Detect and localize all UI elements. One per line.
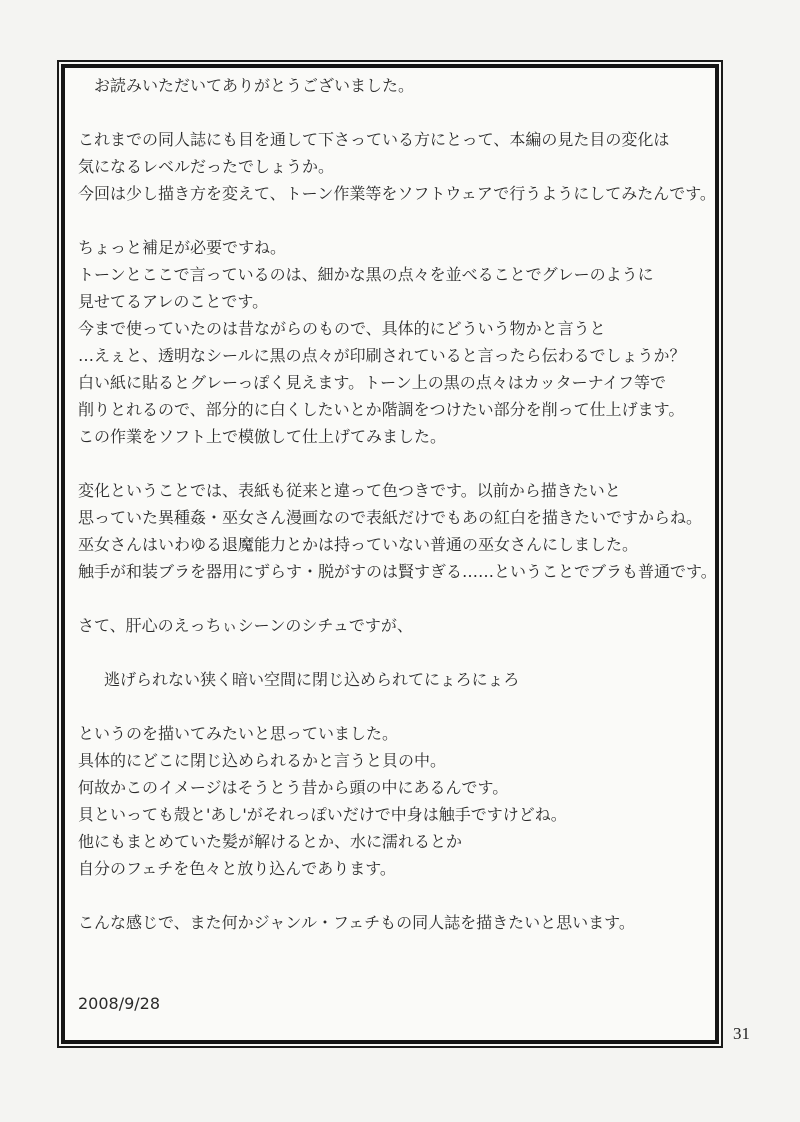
text-line: というのを描いてみたいと思っていました。 — [78, 724, 399, 743]
page-number: 31 — [733, 1024, 750, 1043]
paragraph-cover-color — [78, 477, 717, 585]
paragraph-tone-explanation — [78, 234, 701, 450]
page-frame-inner-rule — [61, 64, 719, 1044]
paragraph-closing — [78, 909, 701, 936]
paragraph-scene-intro — [78, 612, 701, 639]
date-text: 2008/9/28 — [78, 994, 161, 1013]
text-line: 貝といっても殻と'あし'がそれっぽいだけで中身は触手ですけどね。 — [78, 805, 567, 824]
text-line: 思っていた異種姦・巫女さん漫画なので表紙だけでもあの紅白を描きたいですからね。 — [78, 508, 703, 527]
afterword-text-block — [78, 72, 717, 1040]
text-line: こんな感じで、また何かジャンル・フェチもの同人誌を描きたいと思います。 — [78, 913, 635, 932]
text-line: 巫女さんはいわゆる退魔能力とかは持っていない普通の巫女さんにしました。 — [78, 535, 639, 554]
text-line: ちょっと補足が必要ですね。 — [78, 238, 287, 257]
paragraph-intro — [78, 126, 716, 207]
text-line: 変化ということでは、表紙も従来と違って色つきです。以前から描きたいと — [78, 481, 621, 500]
text-line: 削りとれるので、部分的に白くしたいとか階調をつけたい部分を削って仕上げます。 — [78, 400, 685, 419]
date-line — [78, 990, 701, 1017]
text-line: これまでの同人誌にも目を通して下さっている方にとって、本編の見た目の変化は — [78, 130, 670, 149]
text-line: さて、肝心のえっちぃシーンのシチュですが、 — [78, 616, 413, 635]
text-line: お読みいただいてありがとうございました。 — [94, 76, 415, 95]
text-line: 白い紙に貼るとグレーっぽく見えます。トーン上の黒の点々はカッターナイフ等で — [78, 373, 667, 392]
text-line: 逃げられない狭く暗い空間に閉じ込められてにょろにょろ — [104, 670, 520, 689]
text-line: 今まで使っていたのは昔ながらのもので、具体的にどういう物かと言うと — [78, 319, 606, 338]
text-line: この作業をソフト上で模倣して仕上げてみました。 — [78, 427, 447, 446]
text-line: 気になるレベルだったでしょうか。 — [78, 157, 335, 176]
text-line: 他にもまとめていた髪が解けるとか、水に濡れるとか — [78, 832, 463, 851]
text-line: …えぇと、透明なシールに黒の点々が印刷されていると言ったら伝わるでしょうか？ — [78, 346, 686, 365]
text-line: 具体的にどこに閉じ込められるかと言うと貝の中。 — [78, 751, 447, 770]
paragraph-situation-quote — [78, 666, 701, 693]
text-line: トーンとここで言っているのは、細かな黒の点々を並べることでグレーのように — [78, 265, 654, 284]
text-line: 見せてるアレのことです。 — [78, 292, 269, 311]
paragraph-thanks — [78, 72, 701, 99]
paragraph-fetish-details — [78, 720, 701, 882]
text-line: 何故かこのイメージはそうとう昔から頭の中にあるんです。 — [78, 778, 509, 797]
text-line: 自分のフェチを色々と放り込んであります。 — [78, 859, 396, 878]
text-line: 今回は少し描き方を変えて、トーン作業等をソフトウェアで行うようにしてみたんです。 — [78, 184, 716, 203]
text-line: 触手が和装ブラを器用にずらす・脱がすのは賢すぎる……ということでブラも普通です。 — [78, 562, 717, 581]
page-frame-outer-rule — [57, 60, 723, 1048]
